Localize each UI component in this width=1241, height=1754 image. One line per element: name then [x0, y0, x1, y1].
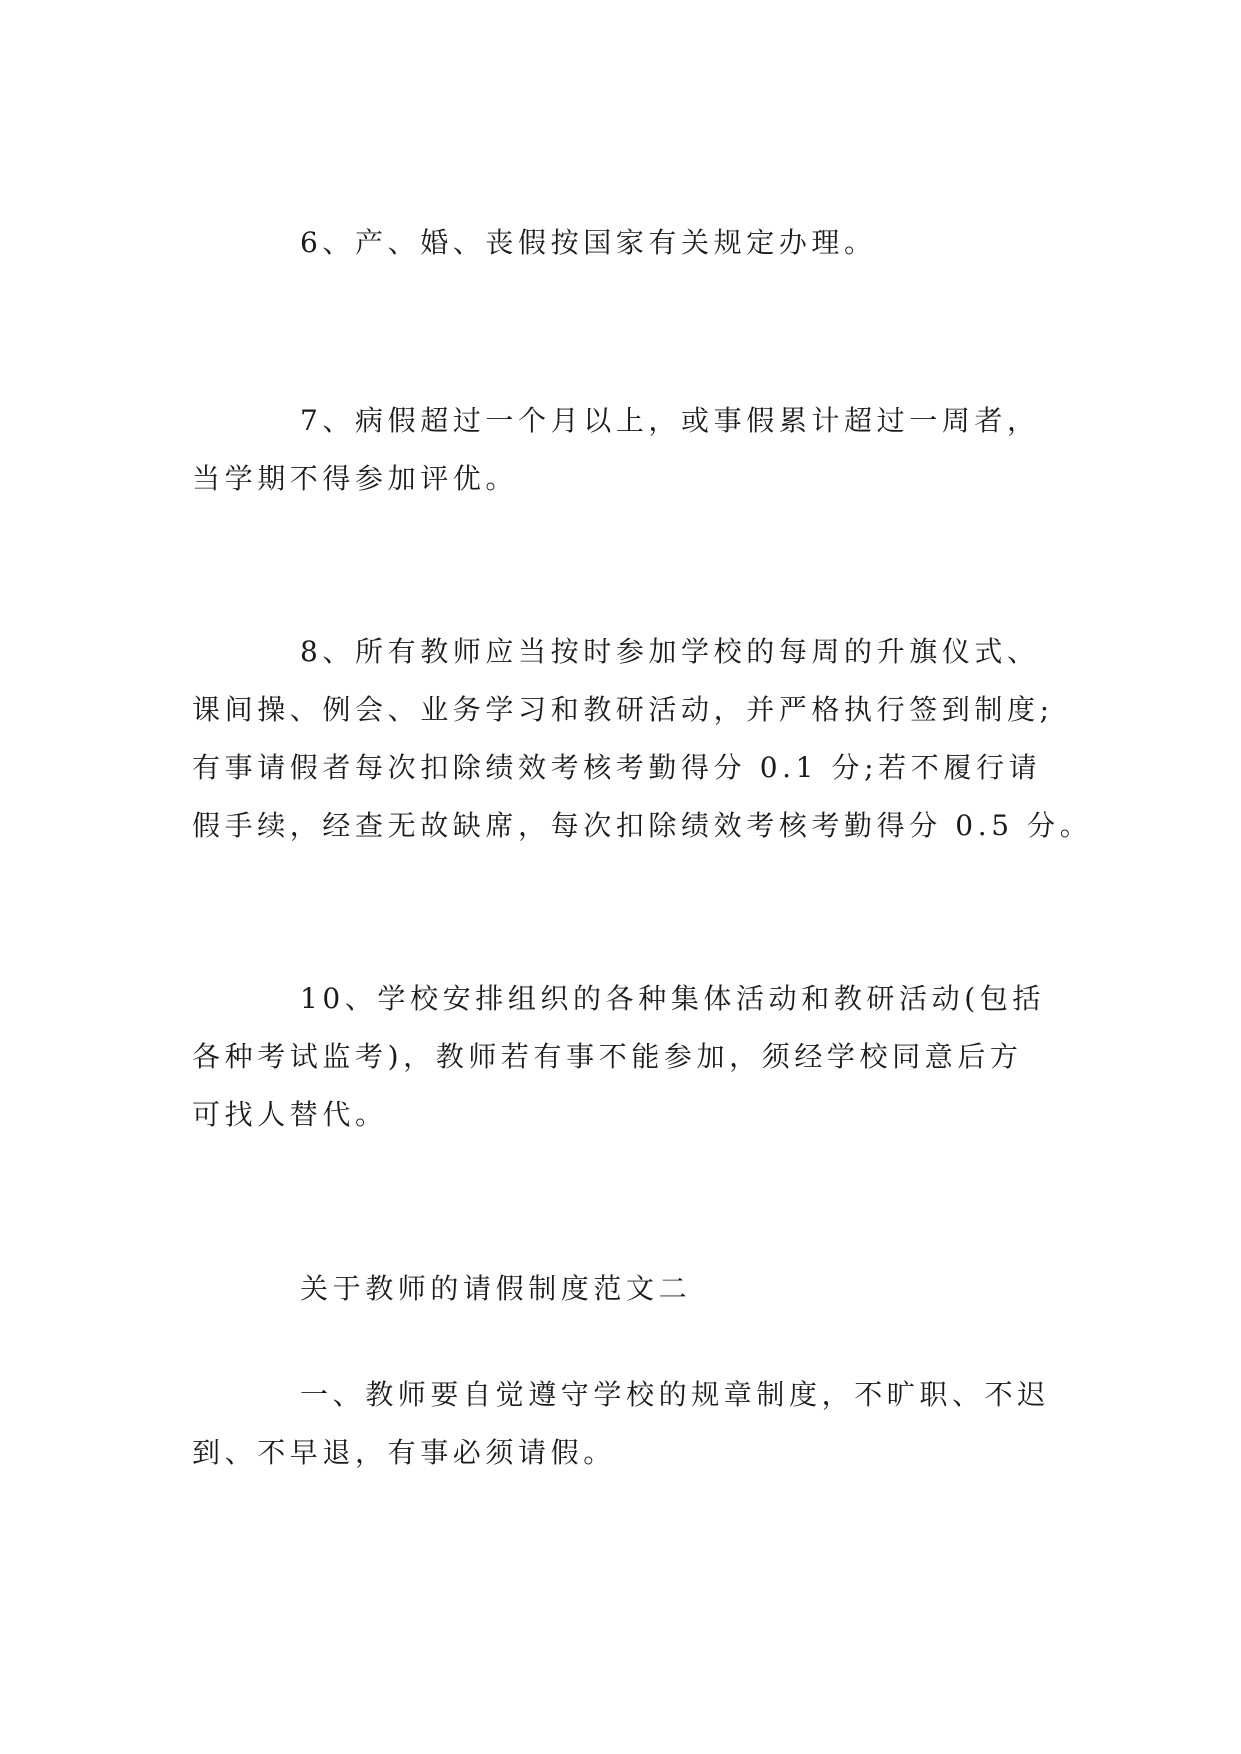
- item-6-line-1: 6、产、婚、丧假按国家有关规定办理。: [300, 226, 877, 259]
- item-8-line-4: 假手续，经查无故缺席，每次扣除绩效考核考勤得分 0.5 分。: [192, 809, 1093, 842]
- item-8-line-3: 有事请假者每次扣除绩效考核考勤得分 0.1 分;若不履行请: [192, 751, 1042, 784]
- item-10-line-2: 各种考试监考)，教师若有事不能参加，须经学校同意后方: [192, 1040, 1023, 1073]
- item-8-line-2: 课间操、例会、业务学习和教研活动，并严格执行签到制度;: [192, 693, 1054, 726]
- item-10-line-3: 可找人替代。: [192, 1098, 388, 1131]
- clause-1-line-1: 一、教师要自觉遵守学校的规章制度，不旷职、不迟: [300, 1378, 1050, 1411]
- item-8-line-1: 8、所有教师应当按时参加学校的每周的升旗仪式、: [300, 635, 1040, 668]
- item-10-line-1: 10、学校安排组织的各种集体活动和教研活动(包括: [300, 982, 1045, 1015]
- clause-1-line-2: 到、不早退，有事必须请假。: [192, 1436, 616, 1469]
- item-7-line-1: 7、病假超过一个月以上，或事假累计超过一周者，: [300, 404, 1040, 437]
- item-7-line-2: 当学期不得参加评优。: [192, 462, 519, 495]
- section-heading: 关于教师的请假制度范文二: [300, 1272, 692, 1305]
